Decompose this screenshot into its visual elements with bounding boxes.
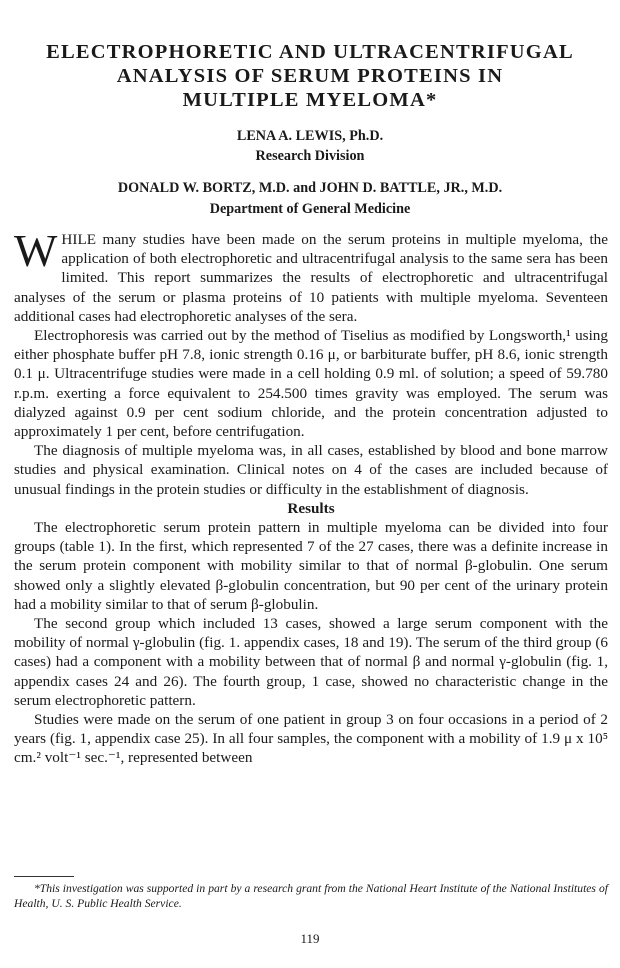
funding-footnote: *This investigation was supported in part by a research grant from the National Heart Institute of the National Institutes of Health, U. S. Public Health Service.	[14, 882, 608, 910]
title-line-3: MULTIPLE MYELOMA*	[182, 89, 438, 111]
footnote-divider	[14, 876, 74, 877]
intro-paragraph-1	[14, 225, 608, 326]
intro-paragraph-2: Electrophoresis was carried out by the method of Tiselius as modified by Longsworth,¹ using either phosphate buffer pH 7.8, ionic strength 0.16 μ, or barbiturate buffer, pH 8.6, ionic strength 0.1 μ. Ultracentrifuge studies were made in a cell holding 0.9 ml. of solution; a speed of 59.780 r.p.m. exerting a force equivalent to 254.500 times gravity was employed. The serum was dialyzed against 0.9 per cent sodium chloride, and the protein concentration adjusted to approximately 1 per cent, before centrifugation.	[14, 327, 608, 441]
results-paragraph-2: The second group which included 13 cases, showed a large serum component with the mobility of normal γ-globulin (fig. 1. appendix cases, 18 and 19). The serum of the third group (6 cases) had a component with a mobility between that of normal β and normal γ-globulin (fig. 1, appendix cases 24 and 26). The fourth group, 1 case, showed no characteristic change in the serum electrophoretic pattern.	[14, 615, 608, 709]
results-heading: Results	[287, 499, 335, 517]
title-line-2: ANALYSIS OF SERUM PROTEINS IN	[116, 65, 504, 87]
author-lewis: LENA A. LEWIS, Ph.D.	[236, 128, 384, 144]
drop-cap: W	[14, 225, 58, 276]
page-number: 119	[300, 931, 320, 946]
results-paragraph-1: The electrophoretic serum protein pattern in multiple myeloma can be divided into four groups (table 1). In the first, which represented 7 of the 27 cases, there was a definite increase in the serum protein component with mobility similar to that of normal β-globulin. One serum showed only a slightly elevated β-globulin concentration, but 90 per cent of the urinary protein had a mobility similar to that of serum β-globulin.	[14, 519, 608, 613]
results-paragraph-3: Studies were made on the serum of one patient in group 3 on four occasions in a period of 2 years (fig. 1, appendix case 25). In all four samples, the component with a mobility of 1.9 μ x 10⁵ cm.² volt⁻¹ sec.⁻¹, represented between	[14, 711, 608, 767]
title-line-1: ELECTROPHORETIC AND ULTRACENTRIFUGAL	[46, 41, 574, 63]
article-body	[14, 225, 608, 768]
intro-paragraph-3: The diagnosis of multiple myeloma was, in all cases, established by blood and bone marrow studies and physical examination. Clinical notes on 4 of the cases are included because of unusual findings in the protein studies or difficulty in the establishment of diagnosis.	[14, 442, 608, 498]
article-title	[20, 40, 600, 112]
intro-paragraph-1-text: HILE many studies have been made on the serum proteins in multiple myeloma, the application of both electrophoretic and ultracentrifugal analysis to the same sera has been limited. This report summarizes the results of electrophoretic and ultracentrifugal analyses of the serum or plasma proteins of 10 patients with multiple myeloma. Seventeen additional cases had electrophoretic analyses of the sera.	[14, 231, 608, 325]
affiliation-general-medicine: Department of General Medicine	[209, 201, 411, 217]
authors-bortz-battle: DONALD W. BORTZ, M.D. and JOHN D. BATTLE, JR., M.D.	[117, 180, 503, 196]
affiliation-research-division: Research Division	[255, 148, 365, 164]
